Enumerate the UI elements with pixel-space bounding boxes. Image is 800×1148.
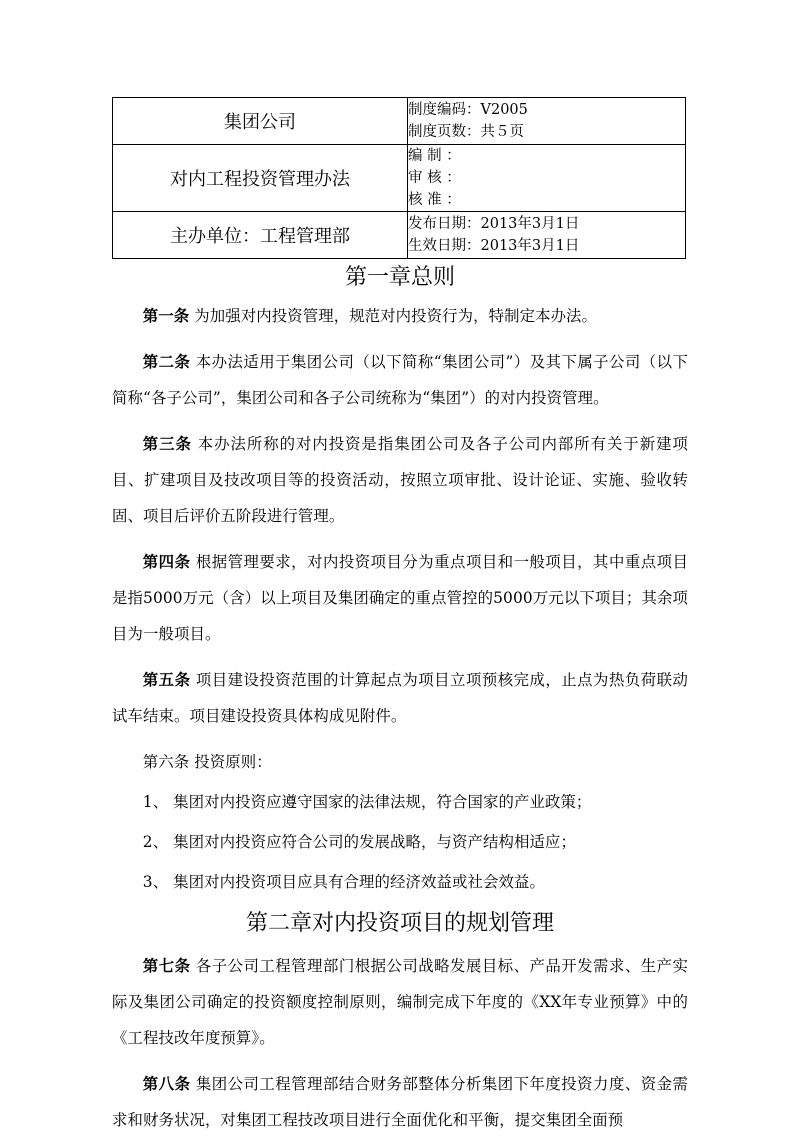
dates-cell bbox=[408, 212, 686, 259]
article-label: 第四条 bbox=[142, 553, 191, 571]
doc-pages: 制度页数：共５页 bbox=[408, 124, 524, 140]
article-label: 第三条 bbox=[142, 435, 192, 453]
approver-field: 核 准 ： bbox=[408, 192, 461, 208]
article-5 bbox=[112, 662, 688, 734]
article-label: 第八条 bbox=[142, 1075, 191, 1093]
document-title: 对内工程投资管理办法 bbox=[113, 145, 408, 212]
article-text: 各子公司工程管理部门根据公司战略发展目标、产品开发需求、生产实际及集团公司确定的投资额度控制原则，编制完成下年度的《XX年专业预算》中的《工程技改年度预算》。 bbox=[112, 957, 688, 1047]
company-name: 集团公司 bbox=[113, 98, 408, 145]
principle-item: 1、 集团对内投资应遵守国家的法律法规，符合国家的产业政策； bbox=[142, 793, 592, 811]
article-text: 为加强对内投资管理，规范对内投资行为，特制定本办法。 bbox=[194, 307, 598, 325]
responsible-dept: 主办单位：工程管理部 bbox=[113, 212, 408, 259]
document-body bbox=[112, 258, 688, 1148]
article-label: 第七条 bbox=[142, 957, 191, 975]
principle-item: 2、 集团对内投资应符合公司的发展战略，与资产结构相适应； bbox=[142, 833, 576, 851]
article-text: 本办法适用于集团公司（以下简称“集团公司”）及其下属子公司（以下简称“各子公司”，集团公司和各子公司统称为“集团”）的对内投资管理。 bbox=[112, 353, 688, 407]
article-text: 集团公司工程管理部结合财务部整体分析集团下年度投资力度、资金需求和财务状况，对集团工程技改项目进行全面优化和平衡，提交集团全面预 bbox=[112, 1075, 688, 1129]
article-6 bbox=[112, 744, 688, 780]
article-text: 投资原则： bbox=[194, 753, 272, 771]
issue-date: 发布日期：2013年3月1日 bbox=[408, 216, 580, 232]
principle-item: 3、 集团对内投资项目应具有合理的经济效益或社会效益。 bbox=[142, 873, 545, 891]
article-label: 第二条 bbox=[142, 353, 191, 371]
article-text: 本办法所称的对内投资是指集团公司及各子公司内部所有关于新建项目、扩建项目及技改项目等的投资活动，按照立项审批、设计论证、实施、验收转固、项目后评价五阶段进行管理。 bbox=[112, 435, 688, 525]
article-2 bbox=[112, 344, 688, 416]
document-header-table bbox=[112, 97, 686, 259]
doc-code: 制度编码：V2005 bbox=[408, 102, 528, 118]
chapter-1-title: 第一章总则 bbox=[344, 265, 455, 290]
reviewer-field: 审 核 ： bbox=[408, 170, 461, 186]
effective-date: 生效日期：2013年3月1日 bbox=[408, 238, 580, 254]
article-label: 第六条 bbox=[142, 753, 190, 771]
article-8 bbox=[112, 1066, 688, 1138]
article-text: 根据管理要求，对内投资项目分为重点项目和一般项目，其中重点项目是指5000万元（含）以上项目及集团确定的重点管控的5000万元以下项目；其余项目为一般项目。 bbox=[112, 553, 688, 643]
article-label: 第五条 bbox=[142, 671, 191, 689]
article-label: 第一条 bbox=[142, 307, 190, 325]
signoff-cell bbox=[408, 145, 686, 212]
article-1 bbox=[112, 298, 688, 334]
article-3 bbox=[112, 426, 688, 534]
article-text: 项目建设投资范围的计算起点为项目立项预核完成，止点为热负荷联动试车结束。项目建设投资具体构成见附件。 bbox=[112, 671, 688, 725]
compiler-field: 编 制 ： bbox=[408, 148, 461, 164]
article-7 bbox=[112, 948, 688, 1056]
chapter-2-title: 第二章对内投资项目的规划管理 bbox=[245, 911, 554, 936]
article-4 bbox=[112, 544, 688, 652]
doc-meta-cell bbox=[408, 98, 686, 145]
